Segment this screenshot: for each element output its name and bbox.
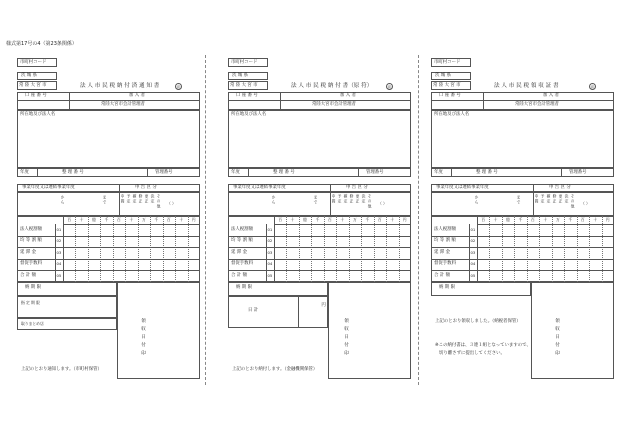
- rule: [17, 259, 200, 260]
- receipt-stamp-area: [117, 282, 200, 379]
- tax-row-code: 01: [56, 226, 62, 232]
- receipt-stamp-area: [328, 282, 411, 379]
- address-label: 所在地及び法人名: [434, 112, 470, 117]
- tax-row-label: 法人税割額: [434, 226, 456, 232]
- declaration-type: 確 定: [132, 194, 138, 203]
- rule: [431, 236, 614, 237]
- digit-divider: [552, 216, 553, 282]
- rule: [561, 168, 562, 177]
- tax-row-code: 01: [470, 226, 476, 232]
- digit-header: 十: [593, 217, 598, 222]
- digit-divider: [125, 216, 126, 282]
- receipt-stamp-label: 領 収 日 付 印: [554, 317, 560, 356]
- admin-number-label: 管理番号: [366, 169, 384, 175]
- declaration-other-paren: （ ）: [167, 201, 176, 206]
- tax-row-code: 02: [56, 238, 62, 243]
- daily-total-box: [228, 296, 328, 328]
- specified-date-box: [17, 296, 117, 318]
- declaration-type: 予 定: [540, 194, 546, 203]
- account-number-label: 口 座 番 号: [439, 93, 461, 98]
- digit-header: 十: [290, 217, 295, 222]
- digit-header: 万: [352, 217, 357, 222]
- payee-name: 常陸大宮市会計管理者: [312, 102, 356, 107]
- digit-header: 百: [117, 217, 121, 222]
- rule: [119, 192, 120, 216]
- tax-row-code: 02: [470, 238, 476, 243]
- tax-row-label: 法人税割額: [231, 226, 253, 232]
- period-to: ま で: [102, 195, 108, 204]
- tax-row-label: 法人税割額: [20, 226, 42, 232]
- rule: [431, 247, 614, 248]
- payee-label: 加 入 者: [129, 93, 145, 98]
- declaration-type: そ の 他: [570, 194, 576, 208]
- declaration-type: 更 正: [144, 194, 150, 203]
- rule: [228, 100, 411, 101]
- digit-header: 千: [365, 217, 370, 222]
- city-label: 常 陸 大 宮 市: [230, 82, 258, 88]
- rule: [274, 216, 275, 282]
- prefecture-label: 茨 城 県: [232, 73, 248, 78]
- declaration-type: 予 定: [337, 194, 343, 203]
- declaration-type: 確 定: [343, 194, 349, 203]
- reference-number-label: 整 理 番 号: [476, 169, 498, 175]
- three-part-note-2: 切り離さずに提出してください。: [439, 350, 505, 356]
- digit-divider: [286, 216, 287, 282]
- account-number-label: 口 座 番 号: [236, 93, 258, 98]
- digit-header: 千: [154, 217, 159, 222]
- rule: [431, 100, 614, 101]
- rule: [477, 224, 614, 225]
- tax-row-code: 05: [267, 272, 273, 278]
- tax-row-label: 督促手数料: [434, 261, 456, 266]
- tax-row-code: 05: [470, 272, 476, 278]
- digit-header: 億: [303, 217, 307, 222]
- collection-store-label: 取りまとめ店: [21, 320, 44, 326]
- receipt-stamp-label: 領 収 日 付 印: [343, 317, 349, 356]
- digit-divider: [602, 216, 603, 282]
- business-year-label: 事業年度又は連結事業年度: [233, 185, 286, 190]
- yen-mark: 円: [320, 301, 326, 306]
- rule: [17, 247, 200, 248]
- form-panel-payment: [228, 0, 411, 440]
- declaration-label: 申 告 区 分: [346, 185, 368, 190]
- rule: [228, 236, 411, 237]
- city-code-label: 市町村コード: [231, 59, 258, 65]
- declaration-type: 決 定: [150, 194, 156, 203]
- digit-divider: [527, 216, 528, 282]
- rule: [17, 100, 200, 101]
- digit-divider: [138, 216, 139, 282]
- digit-header: 億: [92, 217, 96, 222]
- declaration-other-paren: （ ）: [581, 201, 590, 206]
- city-label: 常 陸 大 宮 市: [19, 82, 47, 88]
- digit-header: 十: [543, 217, 548, 222]
- rule: [63, 216, 64, 282]
- tax-row-label: 均 等 割 額: [231, 238, 253, 243]
- rule: [477, 216, 478, 282]
- period-to: ま で: [313, 195, 319, 204]
- digit-header: 千: [568, 217, 573, 222]
- declaration-type: 中 間: [331, 194, 337, 203]
- account-number-label: 口 座 番 号: [25, 93, 47, 98]
- declaration-type: そ の 他: [367, 194, 373, 208]
- declaration-type: 決 定: [564, 194, 570, 203]
- digit-header: 百: [580, 217, 585, 222]
- specified-date-label: 指 定 期 限: [21, 299, 40, 305]
- digit-divider: [75, 216, 76, 282]
- digit-header: 円: [605, 217, 610, 222]
- digit-divider: [311, 216, 312, 282]
- rule: [330, 192, 331, 216]
- digit-divider: [88, 216, 89, 282]
- declaration-type: そ の 他: [156, 194, 162, 208]
- tax-row-code: 04: [56, 261, 62, 266]
- admin-number-label: 管理番号: [155, 169, 173, 175]
- digit-divider: [349, 216, 350, 282]
- rule: [358, 168, 359, 177]
- form-number: 様式第17号の4（第23条関係）: [6, 41, 77, 47]
- daily-total-label: 日 計: [248, 307, 259, 313]
- tax-row-code: 01: [267, 226, 273, 232]
- rule: [17, 270, 200, 271]
- footer-statement: 上記のとおり通知します。（市町村保管）: [21, 366, 102, 372]
- tax-row-label: 合 計 額: [20, 272, 36, 278]
- digit-divider: [564, 216, 565, 282]
- declaration-type: 中 間: [534, 194, 540, 203]
- digit-header: 円: [191, 217, 196, 222]
- declaration-type: 確 定: [546, 194, 552, 203]
- form-title: 法 人 市 民 税 領 収 証 書: [494, 83, 559, 89]
- year-label: 年度: [231, 169, 240, 175]
- payee-name: 常陸大宮市会計管理者: [515, 102, 559, 107]
- due-date-label: 納 期 限: [236, 285, 252, 290]
- digit-header: 万: [141, 217, 146, 222]
- city-code-label: 市町村コード: [20, 59, 47, 65]
- digit-header: 百: [377, 217, 382, 222]
- tax-row-code: 04: [470, 261, 476, 266]
- rule: [228, 270, 411, 271]
- declaration-type: 更 正: [558, 194, 564, 203]
- form-title: 法 人 市 民 税 納 付 書（原 符）: [291, 83, 373, 89]
- due-date-label: 納 期 限: [439, 285, 455, 290]
- payee-label: 加 入 者: [340, 93, 356, 98]
- rule: [483, 92, 484, 110]
- digit-header: 百: [67, 217, 72, 222]
- declaration-type: 修 正: [349, 194, 355, 203]
- digit-header: 千: [104, 217, 109, 222]
- address-label: 所在地及び法人名: [20, 112, 56, 117]
- perforation-line: [418, 55, 419, 385]
- digit-header: 百: [481, 217, 486, 222]
- city-label: 常 陸 大 宮 市: [433, 82, 461, 88]
- rule: [119, 184, 120, 192]
- address-box: [431, 110, 614, 168]
- tax-row-label: 督促手数料: [20, 261, 42, 266]
- period-to: ま で: [516, 195, 522, 204]
- rule: [147, 168, 148, 177]
- digit-divider: [374, 216, 375, 282]
- declaration-label: 申 告 区 分: [549, 185, 571, 190]
- digit-header: 十: [79, 217, 84, 222]
- rule: [228, 247, 411, 248]
- amount-grid: [17, 216, 200, 282]
- payee-label: 加 入 者: [543, 93, 559, 98]
- tax-row-label: 延 滞 金: [231, 249, 247, 255]
- digit-divider: [188, 216, 189, 282]
- reference-number-label: 整 理 番 号: [273, 169, 295, 175]
- amount-grid: [431, 216, 614, 282]
- digit-header: 十: [179, 217, 184, 222]
- address-label: 所在地及び法人名: [231, 112, 267, 117]
- tax-row-label: 合 計 額: [434, 272, 450, 278]
- tax-row-label: 督促手数料: [231, 261, 253, 266]
- digit-divider: [361, 216, 362, 282]
- rule: [280, 92, 281, 110]
- rule: [533, 192, 534, 216]
- rule: [17, 236, 200, 237]
- digit-header: 円: [402, 217, 407, 222]
- rule: [431, 259, 614, 260]
- period-from: か ら: [271, 195, 277, 204]
- declaration-label: 申 告 区 分: [135, 185, 157, 190]
- digit-header: 百: [328, 217, 332, 222]
- declaration-type: 更 正: [355, 194, 361, 203]
- digit-header: 千: [518, 217, 523, 222]
- digit-header: 十: [390, 217, 395, 222]
- city-code-label: 市町村コード: [434, 59, 461, 65]
- perforation-line: [205, 55, 206, 385]
- tax-row-code: 03: [267, 249, 273, 255]
- rule: [431, 270, 614, 271]
- digit-divider: [514, 216, 515, 282]
- seal-mark: ㊞: [176, 85, 181, 89]
- digit-divider: [100, 216, 101, 282]
- digit-divider: [175, 216, 176, 282]
- declaration-type: 予 定: [126, 194, 132, 203]
- tax-row-label: 延 滞 金: [434, 249, 450, 255]
- declaration-other-paren: （ ）: [378, 201, 387, 206]
- year-label: 年度: [20, 169, 29, 175]
- digit-header: 十: [340, 217, 345, 222]
- digit-divider: [336, 216, 337, 282]
- tax-row-label: 均 等 割 額: [434, 238, 456, 243]
- business-year-label: 事業年度又は連結事業年度: [436, 185, 489, 190]
- address-box: [17, 110, 200, 168]
- digit-header: 百: [166, 217, 171, 222]
- tax-row-code: 04: [267, 261, 273, 266]
- tax-row-code: 02: [267, 238, 273, 243]
- tax-row-label: 均 等 割 額: [20, 238, 42, 243]
- digit-divider: [399, 216, 400, 282]
- rule: [533, 184, 534, 192]
- digit-header: 百: [278, 217, 283, 222]
- rule: [63, 224, 200, 225]
- tax-row-label: 合 計 額: [231, 272, 247, 278]
- digit-divider: [386, 216, 387, 282]
- digit-header: 十: [129, 217, 134, 222]
- due-date-label: 納 期 限: [25, 285, 41, 290]
- footer-statement: 上記のとおり領収しました。（納税者保管）: [435, 318, 521, 324]
- address-box: [228, 110, 411, 168]
- digit-divider: [489, 216, 490, 282]
- declaration-type: 修 正: [552, 194, 558, 203]
- business-year-label: 事業年度又は連結事業年度: [22, 185, 75, 190]
- digit-header: 十: [493, 217, 498, 222]
- rule: [248, 168, 249, 177]
- rule: [274, 224, 411, 225]
- digit-divider: [163, 216, 164, 282]
- period-from: か ら: [60, 195, 66, 204]
- seal-mark: ㊞: [590, 85, 595, 89]
- form-panel-notice: [17, 0, 200, 440]
- digit-divider: [113, 216, 114, 282]
- prefecture-label: 茨 城 県: [435, 73, 451, 78]
- rule: [330, 184, 331, 192]
- seal-mark: ㊞: [387, 85, 392, 89]
- digit-divider: [324, 216, 325, 282]
- tax-row-code: 03: [470, 249, 476, 255]
- footer-statement: 上記のとおり納付します。（金融機関保管）: [232, 366, 318, 372]
- rule: [37, 168, 38, 177]
- digit-divider: [589, 216, 590, 282]
- digit-header: 万: [555, 217, 560, 222]
- digit-divider: [502, 216, 503, 282]
- digit-divider: [150, 216, 151, 282]
- receipt-stamp-label: 領 収 日 付 印: [140, 317, 146, 356]
- tax-row-code: 03: [56, 249, 62, 255]
- digit-divider: [539, 216, 540, 282]
- digit-header: 千: [315, 217, 320, 222]
- digit-divider: [577, 216, 578, 282]
- declaration-type: 決 定: [361, 194, 367, 203]
- digit-header: 百: [531, 217, 535, 222]
- form-panel-receipt: [431, 0, 614, 440]
- payee-name: 常陸大宮市会計管理者: [101, 102, 145, 107]
- form-title: 法 人 市 民 税 納 付 済 通 知 書: [80, 83, 160, 89]
- receipt-stamp-area: [531, 282, 614, 379]
- rule: [228, 259, 411, 260]
- rule: [451, 168, 452, 177]
- three-part-note: ※この納付書は、３連１組となっていますので、: [435, 342, 531, 348]
- period-from: か ら: [474, 195, 480, 204]
- tax-row-code: 05: [56, 272, 62, 278]
- reference-number-label: 整 理 番 号: [62, 169, 84, 175]
- year-label: 年度: [434, 169, 443, 175]
- digit-divider: [299, 216, 300, 282]
- admin-number-label: 管理番号: [569, 169, 587, 175]
- declaration-type: 中 間: [120, 194, 126, 203]
- declaration-type: 修 正: [138, 194, 144, 203]
- digit-header: 億: [506, 217, 510, 222]
- prefecture-label: 茨 城 県: [21, 73, 37, 78]
- amount-grid: [228, 216, 411, 282]
- rule: [69, 92, 70, 110]
- rule: [298, 296, 299, 328]
- tax-row-label: 延 滞 金: [20, 249, 36, 255]
